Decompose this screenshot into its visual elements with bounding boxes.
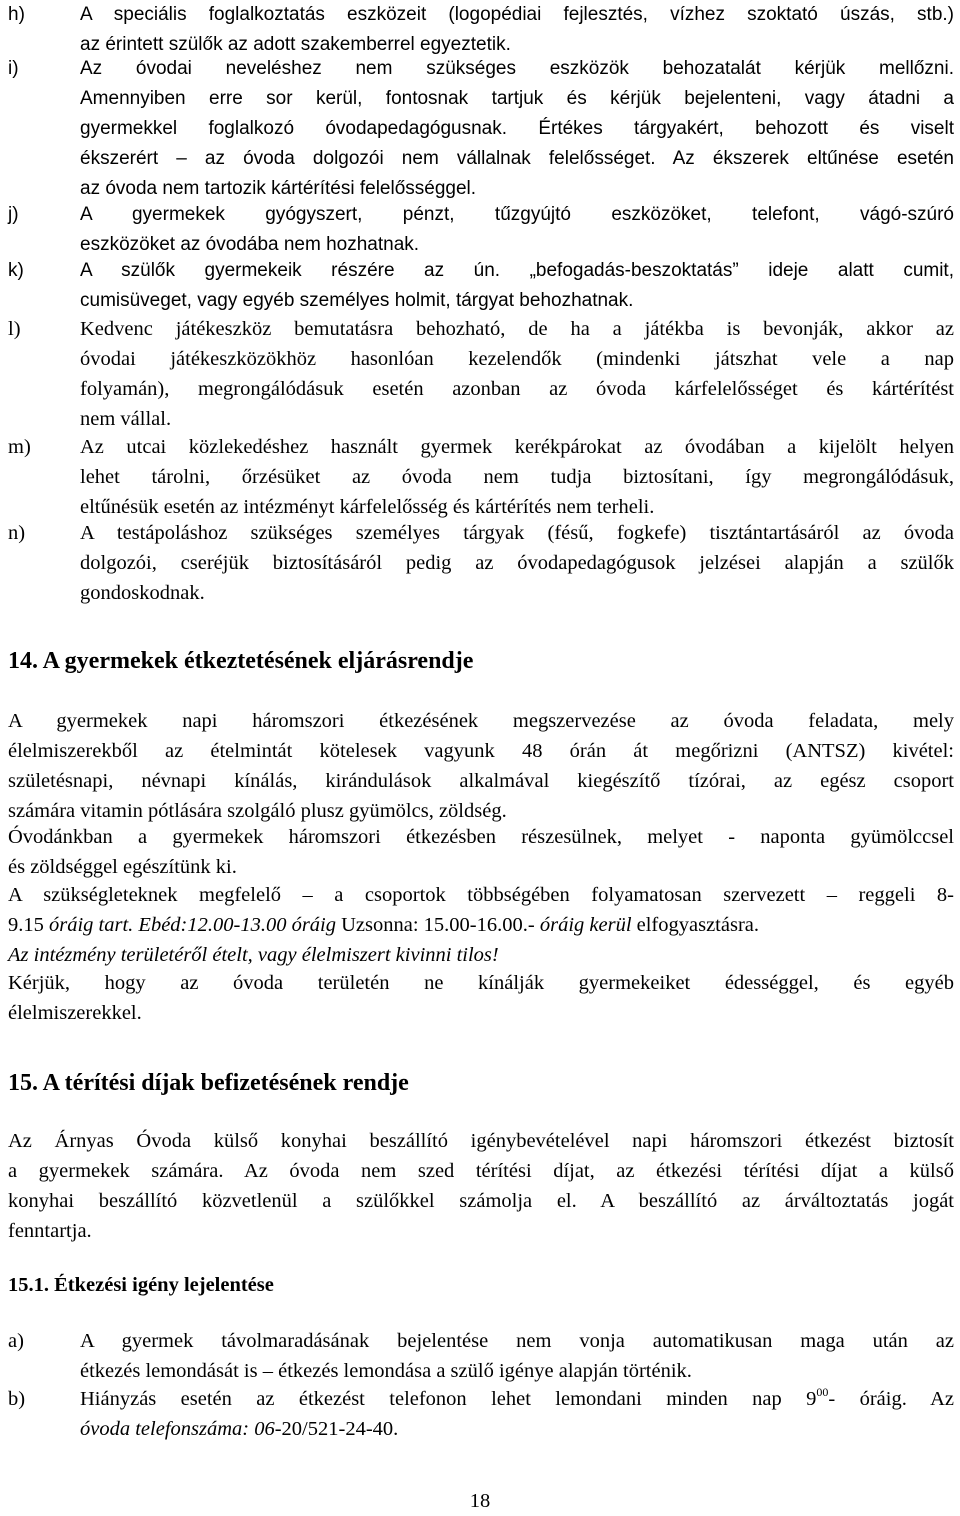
text-line: cumisüveget, vagy egyéb személyes holmit, tárgyat behozhatnak. [80,290,634,311]
section-15-paragraph [8,1126,954,1246]
list-label: h) [8,4,25,25]
text-line: A gyermekek gyógyszert, pénzt, tűzgyújtó eszközöket, telefont, vágó-szúró [80,204,954,225]
text-fragment: - óráig. Az [828,1388,954,1410]
list-label: m) [8,436,31,458]
list-label: b) [8,1388,26,1410]
text-line: A speciális foglalkoztatás eszközeit (logopédiai fejlesztés, vízhez szoktató úszás, stb.) [80,4,954,25]
page-number: 18 [469,1490,491,1512]
text-line: lehet tárolni, őrzésüket az óvoda nem tudja biztosítani, így megrongálódásuk, [80,466,954,488]
text-line: étkezés lemondását is – étkezés lemondása a szülő igénye alapján történik. [80,1360,692,1382]
section-15-heading: 15. A térítési díjak befizetésének rendje [8,1070,409,1096]
text-line: az óvoda nem tartozik kártérítési felelősséggel. [80,178,477,199]
text-line: gondoskodnak. [80,582,205,604]
text-line: gyermekkel foglalkozó óvodapedagógusnak. Értékes tárgyakért, behozott és viselt [80,118,954,139]
warning-line: Az intézmény területéről ételt, vagy élelmiszert kivinni tilos! [8,944,499,966]
text-line: fenntartja. [8,1220,92,1242]
text-line [80,1384,954,1414]
text-line: az érintett szülők az adott szakemberrel egyeztetik. [80,34,511,55]
list-item-b [8,1384,954,1444]
text-fragment: Hiányzás esetén az étkezést telefonon lehet lemondani minden nap 9 [80,1388,817,1410]
list-item-n [8,518,954,608]
text-line [8,910,954,940]
text-line: Az utcai közlekedéshez használt gyermek kerékpárokat az óvodában a kijelölt helyen [80,436,954,458]
list-label: i) [8,58,19,79]
text-line: élelmiszerekből az ételmintát kötelesek vagyunk 48 órán át megőrizni (ANTSZ) kivétel: [8,740,954,762]
text-line: Óvodánkban a gyermekek háromszori étkezésben részesülnek, melyet - naponta gyümölccsel [8,826,954,848]
section-14-paragraph-4 [8,968,954,1028]
text-fragment: elfogyasztásra. [631,914,760,936]
text-line: eltűnésük esetén az intézményt kárfelelősség és kártérítés nem terheli. [80,496,655,518]
list-label: n) [8,522,26,544]
text-line [80,1414,954,1444]
section-14-heading: 14. A gyermekek étkeztetésének eljárásrendje [8,648,474,674]
text-line: A szükségleteknek megfelelő – a csoportok többségében folyamatosan szervezett – reggeli 8- [8,884,954,906]
text-line: Kérjük, hogy az óvoda területén ne kínálják gyermekeiket édességgel, és egyéb [8,972,954,994]
text-fragment: 9.15 [8,914,49,936]
text-line: Kedvenc játékeszköz bemutatásra behozható, de ha a játékba is bevonják, akkor az [80,318,954,340]
list-label: l) [8,318,21,340]
text-fragment-italic: óvoda telefonszáma: 06- [80,1418,282,1440]
text-line: A gyermekek napi háromszori étkezésének megszervezése az óvoda feladata, mely [8,710,954,732]
text-line: A testápoláshoz szükséges személyes tárgyak (fésű, fogkefe) tisztántartásáról az óvoda [80,522,954,544]
text-line: dolgozói, cseréjük biztosításáról pedig az óvodapedagógusok jelzései alapján a szülők [80,552,954,574]
section-14-paragraph-3 [8,880,954,970]
superscript: 00 [816,1385,829,1399]
list-item-l [8,314,954,434]
text-line: A gyermek távolmaradásának bejelentése nem vonja automatikusan maga után az [80,1330,954,1352]
text-line: Az Árnyas Óvoda külső konyhai beszállító igénybevételével napi háromszori étkezést biztosít [8,1130,954,1152]
list-label: a) [8,1330,24,1352]
list-label: k) [8,260,24,281]
text-line: konyhai beszállító közvetlenül a szülőkkel számolja el. A beszállító az árváltoztatás jogát [8,1190,954,1212]
section-14-paragraph-1 [8,706,954,826]
text-line: számára vitamin pótlására szolgáló plusz gyümölcs, zöldség. [8,800,507,822]
text-line: folyamán), megrongálódásuk esetén azonban az óvoda kárfelelősséget és kártérítést [80,378,954,400]
text-line: A szülők gyermekeik részére az ún. „befogadás-beszoktatás” ideje alatt cumit, [80,260,954,281]
text-fragment-italic: óráig kerül [539,914,632,936]
text-line: Az óvodai neveléshez nem szükséges eszközök behozatalát kérjük mellőzni. [80,58,954,79]
text-fragment: Uzsonna: 15.00-16.00.- [336,914,540,936]
section-15-1-heading: 15.1. Étkezési igény lejelentése [8,1274,274,1296]
list-item-h [8,0,954,60]
text-line: ékszerért – az óvoda dolgozói nem vállalnak felelősséget. Az ékszerek eltűnése esetén [80,148,954,169]
list-item-k [8,256,954,316]
list-item-j [8,200,954,260]
text-line: óvodai játékeszközökhöz hasonlóan kezelendők (mindenki játszhat vele a nap [80,348,954,370]
text-line: Amennyiben erre sor kerül, fontosnak tartjuk és kérjük bejelenteni, vagy átadni a [80,88,954,109]
phone-number: 20/521-24-40. [281,1418,399,1440]
text-line: és zöldséggel egészítünk ki. [8,856,237,878]
list-item-a [8,1326,954,1386]
text-line: születésnapi, névnapi kínálás, kirándulások alkalmával kiegészítő tízórai, az egész csoport [8,770,954,792]
text-line: a gyermekek számára. Az óvoda nem szed térítési díjat, az étkezési térítési díjat a külső [8,1160,954,1182]
list-item-i [8,54,954,204]
text-line: eszközöket az óvodába nem hozhatnak. [80,234,420,255]
list-item-m [8,432,954,522]
text-fragment-italic: óráig tart. Ebéd:12.00-13.00 óráig [49,914,336,936]
section-14-paragraph-2 [8,822,954,882]
list-label: j) [8,204,19,225]
text-line: nem vállal. [80,408,172,430]
text-line: élelmiszerekkel. [8,1002,142,1024]
